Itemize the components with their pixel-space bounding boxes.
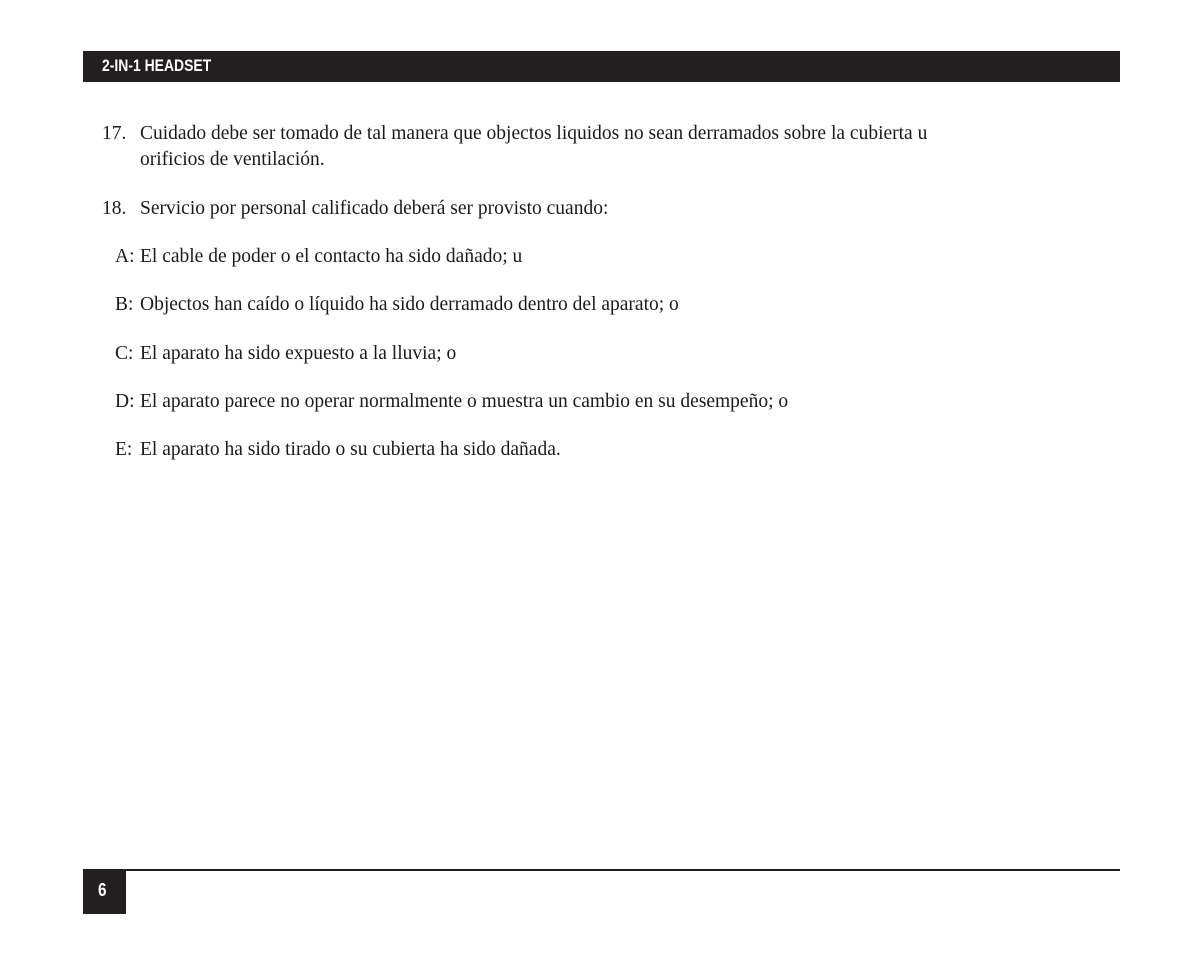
- page-header-title: 2-IN-1 HEADSET: [102, 56, 212, 75]
- sub-item-e: [115, 437, 1115, 463]
- sub-item-text: El aparato ha sido tirado o su cubierta ha sido dañada.: [140, 439, 561, 460]
- sub-item-marker: B:: [115, 294, 134, 315]
- sub-item-text: El aparato parece no operar normalmente o muestra un cambio en su desempeño; o: [140, 391, 789, 412]
- page-number-box: [83, 871, 126, 914]
- list-item-text-line-1: Cuidado debe ser tomado de tal manera que objectos liquidos no sean derramados sobre la cubierta u: [140, 123, 928, 144]
- list-item-18: [102, 196, 1122, 222]
- sub-item-text: Objectos han caído o líquido ha sido derramado dentro del aparato; o: [140, 294, 679, 315]
- sub-item-marker: D:: [115, 391, 135, 412]
- sub-item-b: [115, 292, 1115, 318]
- footer-divider: [83, 869, 1120, 871]
- list-item-marker: 17.: [102, 123, 127, 144]
- page-header-bar: [83, 51, 1120, 82]
- list-item-marker: 18.: [102, 198, 127, 219]
- page-number: 6: [98, 880, 107, 900]
- sub-item-text: El aparato ha sido expuesto a la lluvia; o: [140, 343, 457, 364]
- sub-item-d: [115, 389, 1115, 415]
- sub-item-marker: C:: [115, 343, 134, 364]
- sub-item-marker: E:: [115, 439, 133, 460]
- list-item-text-line-2: orificios de ventilación.: [140, 149, 325, 170]
- list-item-text: Servicio por personal calificado deberá ser provisto cuando:: [140, 198, 609, 219]
- list-item-17: [102, 121, 1122, 175]
- sub-item-a: [115, 244, 1115, 270]
- sub-item-c: [115, 341, 1115, 367]
- sub-item-text: El cable de poder o el contacto ha sido dañado; u: [140, 246, 523, 267]
- sub-item-marker: A:: [115, 246, 135, 267]
